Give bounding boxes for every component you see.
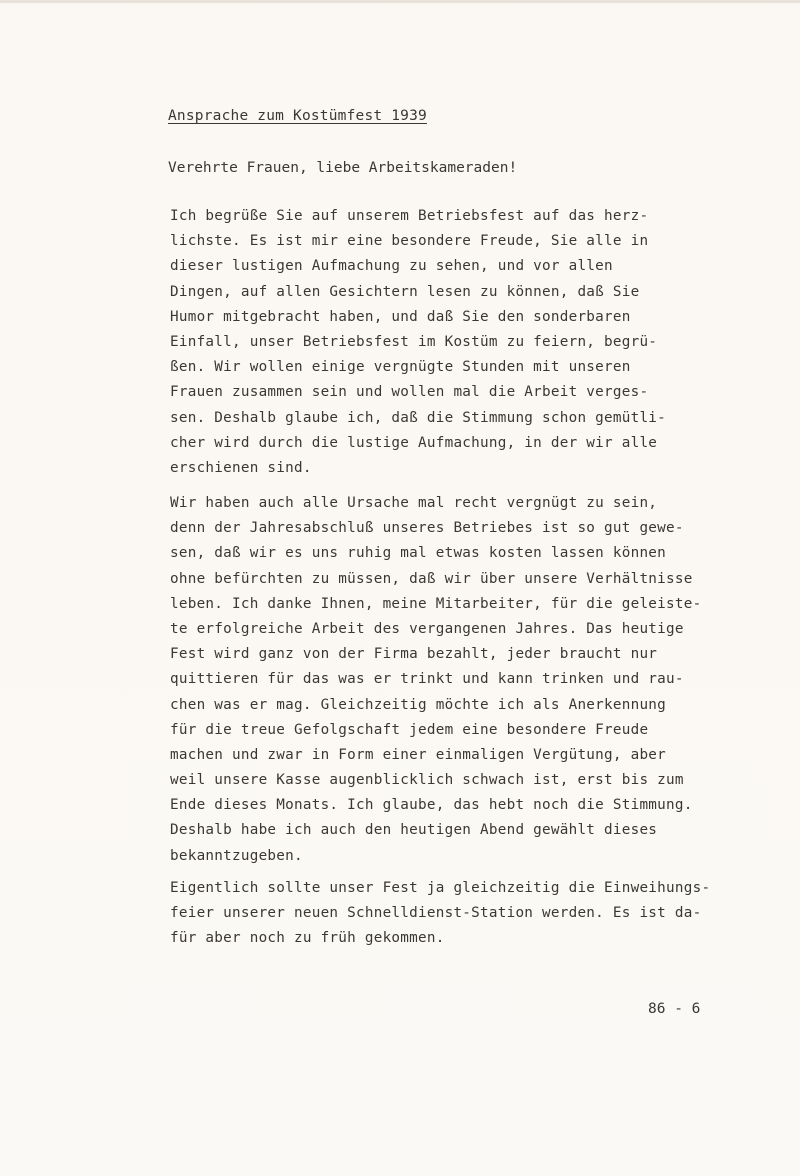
text-line: te erfolgreiche Arbeit des vergangenen Jahres. Das heutige [170, 620, 684, 637]
text-line: Einfall, unser Betriebsfest im Kostüm zu feiern, begrü- [170, 333, 658, 350]
text-line: ßen. Wir wollen einige vergnügte Stunden mit unseren [170, 359, 631, 376]
text-line: Deshalb habe ich auch den heutigen Abend gewählt dieses [170, 822, 658, 839]
text-line: bekanntzugeben. [170, 847, 303, 864]
document-title: Ansprache zum Kostümfest 1939 [168, 108, 427, 124]
paragraph-1 [170, 204, 666, 481]
text-line: feier unserer neuen Schnelldienst-Station werden. Es ist da- [170, 905, 702, 922]
page-number: 86 - 6 [648, 1001, 701, 1017]
text-line: sen. Deshalb glaube ich, daß die Stimmung schon gemütli- [170, 409, 667, 426]
text-line: Eigentlich sollte unser Fest ja gleichzeitig die Einweihungs- [170, 880, 711, 896]
text-line: Fest wird ganz von der Firma bezahlt, jeder braucht nur [170, 646, 658, 663]
text-line: dieser lustigen Aufmachung zu sehen, und vor allen [170, 258, 613, 275]
text-line: Frauen zusammen sein und wollen mal die Arbeit verges- [170, 384, 649, 401]
paragraph-3 [170, 876, 710, 952]
text-line: Wir haben auch alle Ursache mal recht vergnügt zu sein, [170, 495, 658, 511]
paragraph-2 [170, 491, 701, 869]
text-line: Humor mitgebracht haben, und daß Sie den sonderbaren [170, 308, 631, 325]
text-line: lichste. Es ist mir eine besondere Freude, Sie alle in [170, 233, 649, 250]
text-line: denn der Jahresabschluß unseres Betriebes ist so gut gewe- [170, 520, 684, 537]
text-line: für aber noch zu früh gekommen. [170, 930, 445, 947]
text-line: cher wird durch die lustige Aufmachung, in der wir alle [170, 434, 658, 451]
text-line: für die treue Gefolgschaft jedem eine besondere Freude [170, 721, 649, 738]
salutation: Verehrte Frauen, liebe Arbeitskameraden! [168, 160, 518, 176]
text-line: Ich begrüße Sie auf unserem Betriebsfest auf das herz- [170, 208, 649, 224]
text-line: machen und zwar in Form einer einmaligen Vergütung, aber [170, 746, 667, 763]
text-line: quittieren für das was er trinkt und kann trinken und rau- [170, 671, 684, 688]
text-line: Dingen, auf allen Gesichtern lesen zu können, daß Sie [170, 283, 640, 300]
text-line: erschienen sind. [170, 459, 312, 476]
text-line: leben. Ich danke Ihnen, meine Mitarbeiter, für die geleiste- [170, 595, 702, 612]
text-line: weil unsere Kasse augenblicklich schwach ist, erst bis zum [170, 772, 684, 789]
text-line: sen, daß wir es uns ruhig mal etwas kosten lassen können [170, 545, 667, 562]
text-line: Ende dieses Monats. Ich glaube, das hebt noch die Stimmung. [170, 797, 693, 814]
text-line: ohne befürchten zu müssen, daß wir über unsere Verhältnisse [170, 570, 693, 587]
paper-top-edge [0, 0, 800, 3]
text-line: chen was er mag. Gleichzeitig möchte ich als Anerkennung [170, 696, 667, 713]
